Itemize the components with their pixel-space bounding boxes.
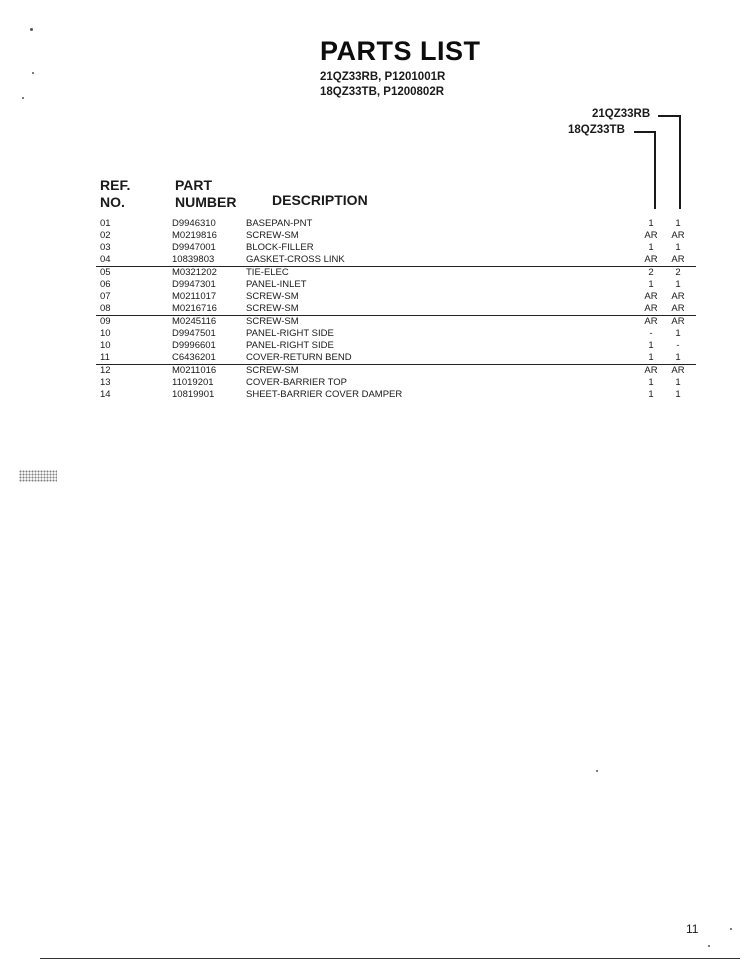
qty-model-1-cell: 1 <box>648 352 654 363</box>
qty-model-1-cell: AR <box>644 230 658 241</box>
parts-table <box>96 218 696 401</box>
ref-cell: 11 <box>100 352 110 363</box>
ref-cell: 02 <box>100 230 111 241</box>
part-number-cell: M0321202 <box>172 267 217 278</box>
qty-model-2-cell: 2 <box>675 267 681 278</box>
scan-speck <box>32 72 34 74</box>
part-number-cell: M0211016 <box>172 365 217 376</box>
description-cell: SCREW-SM <box>246 230 299 241</box>
description-cell: GASKET-CROSS LINK <box>246 254 345 265</box>
scan-speck <box>30 28 33 31</box>
ref-cell: 10 <box>100 328 111 339</box>
part-number-cell: D9996601 <box>172 340 216 351</box>
page-title: PARTS LIST <box>320 36 481 66</box>
part-number-cell: D9947501 <box>172 328 216 339</box>
description-cell: SCREW-SM <box>246 316 299 327</box>
ref-cell: 07 <box>100 291 111 302</box>
description-cell: COVER-RETURN BEND <box>246 352 352 363</box>
table-row <box>96 303 696 316</box>
ref-cell: 01 <box>100 218 111 229</box>
model-line-2: 18QZ33TB, P1200802R <box>320 86 445 98</box>
part-number-cell: M0219816 <box>172 230 217 241</box>
table-row <box>96 279 696 291</box>
qty-model-1-cell: AR <box>644 316 658 327</box>
qty-model-2-cell: AR <box>671 365 685 376</box>
ref-cell: 12 <box>100 365 111 376</box>
page-number: 11 <box>686 922 699 936</box>
qty-model-2-cell: 1 <box>675 389 681 400</box>
ref-header-line-1: REF. <box>100 177 131 193</box>
part-number-cell: M0245116 <box>172 316 217 327</box>
description-cell: SCREW-SM <box>246 365 299 376</box>
table-row <box>96 291 696 303</box>
qty-model-2-cell: - <box>676 340 680 351</box>
ref-header-line-2: NO. <box>100 194 125 210</box>
qty-model-2-cell: 1 <box>675 352 681 363</box>
qty-model-2-cell: 1 <box>675 377 681 388</box>
table-row <box>96 328 696 340</box>
ref-cell: 09 <box>100 316 111 327</box>
description-cell: COVER-BARRIER TOP <box>246 377 348 388</box>
table-row <box>96 377 696 389</box>
part-number-cell: C6436201 <box>172 352 216 363</box>
scan-speck <box>730 928 732 930</box>
description-cell: PANEL-RIGHT SIDE <box>246 340 334 351</box>
bracket-line-model-1-vertical <box>679 115 681 209</box>
qty-model-1-cell: AR <box>644 365 658 376</box>
qty-model-2-cell: 1 <box>675 279 681 290</box>
qty-model-2-cell: AR <box>671 254 685 265</box>
table-row <box>96 389 696 401</box>
qty-model-2-cell: AR <box>671 303 685 314</box>
ref-cell: 06 <box>100 279 111 290</box>
qty-model-2-cell: AR <box>671 230 685 241</box>
part-number-cell: 11019201 <box>172 377 214 388</box>
table-row <box>96 230 696 242</box>
part-header-line-2: NUMBER <box>175 194 237 210</box>
part-number-cell: M0216716 <box>172 303 217 314</box>
table-row <box>96 316 696 328</box>
page-bottom-rule <box>40 958 740 959</box>
ref-cell: 13 <box>100 377 111 388</box>
table-row <box>96 218 696 230</box>
qty-model-1-cell: AR <box>644 303 658 314</box>
table-row <box>96 340 696 352</box>
qty-model-1-cell: 1 <box>648 389 654 400</box>
part-number-cell: D9946310 <box>172 218 216 229</box>
part-number-cell: 10839803 <box>172 254 215 265</box>
qty-model-2-cell: AR <box>671 316 685 327</box>
description-cell: TIE-ELEC <box>246 267 289 278</box>
part-number-cell: M0211017 <box>172 291 217 302</box>
description-cell: SCREW-SM <box>246 303 299 314</box>
part-number-cell: D9947301 <box>172 279 216 290</box>
qty-model-2-cell: 1 <box>675 218 681 229</box>
qty-model-1-cell: 2 <box>648 267 654 278</box>
qty-column-label-model-2: 18QZ33TB <box>568 124 625 136</box>
description-header: DESCRIPTION <box>272 192 368 208</box>
part-number-cell: 10819901 <box>172 389 215 400</box>
table-row <box>96 352 696 365</box>
description-cell: BASEPAN-PNT <box>246 218 313 229</box>
description-cell: SCREW-SM <box>246 291 299 302</box>
qty-model-1-cell: AR <box>644 254 658 265</box>
scan-speck <box>22 97 24 99</box>
scan-speck <box>708 945 710 947</box>
qty-column-label-model-1: 21QZ33RB <box>592 108 651 120</box>
bracket-line-model-2-horizontal <box>634 131 655 133</box>
qty-model-1-cell: 1 <box>648 279 654 290</box>
ref-cell: 08 <box>100 303 111 314</box>
qty-model-1-cell: - <box>649 328 653 339</box>
scan-noise-mark <box>19 470 57 482</box>
part-number-cell: D9947001 <box>172 242 216 253</box>
qty-model-2-cell: AR <box>671 291 685 302</box>
description-cell: PANEL-RIGHT SIDE <box>246 328 334 339</box>
qty-model-1-cell: 1 <box>648 242 654 253</box>
table-row <box>96 254 696 267</box>
ref-cell: 04 <box>100 254 111 265</box>
description-cell: BLOCK-FILLER <box>246 242 314 253</box>
part-header-line-1: PART <box>175 177 213 193</box>
qty-model-1-cell: AR <box>644 291 658 302</box>
table-row <box>96 267 696 279</box>
qty-model-1-cell: 1 <box>648 340 654 351</box>
model-line-1: 21QZ33RB, P1201001R <box>320 71 446 83</box>
ref-cell: 03 <box>100 242 111 253</box>
ref-cell: 14 <box>100 389 111 400</box>
bracket-line-model-2-vertical <box>654 131 656 209</box>
qty-model-2-cell: 1 <box>675 328 681 339</box>
qty-model-2-cell: 1 <box>675 242 681 253</box>
description-cell: SHEET-BARRIER COVER DAMPER <box>246 389 403 400</box>
ref-cell: 05 <box>100 267 111 278</box>
qty-model-1-cell: 1 <box>648 377 654 388</box>
qty-model-1-cell: 1 <box>648 218 654 229</box>
table-row <box>96 242 696 254</box>
bracket-line-model-1-horizontal <box>658 115 680 117</box>
table-row <box>96 365 696 377</box>
description-cell: PANEL-INLET <box>246 279 307 290</box>
scan-speck <box>596 770 598 772</box>
ref-cell: 10 <box>100 340 111 351</box>
